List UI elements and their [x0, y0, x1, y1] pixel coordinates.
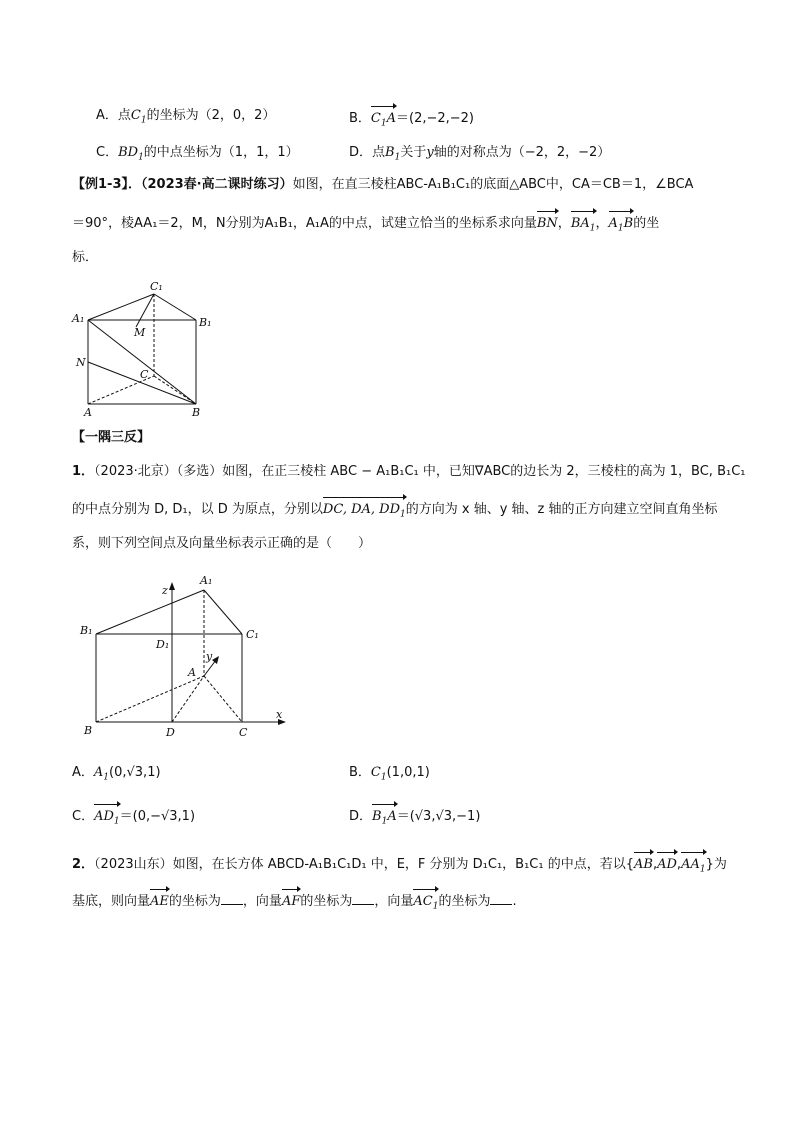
- q1-line-3: 系，则下列空间点及向量坐标表示正确的是（ ）: [72, 536, 372, 551]
- q2-line-1: 2．（2023山东）如图，在长方体 ABCD-A₁B₁C₁D₁ 中，E，F 分别为 D₁C₁，B₁C₁ 的中点，若以$\{AB,AD,AA_1\}$为: [72, 852, 727, 880]
- q2-line-2: 基底，则向量AE的坐标为 ，向量AF的坐标为 ，向量$AC_1$的坐标为 .: [72, 889, 517, 917]
- q1-line-2: 的中点分别为 D, D₁，以 D 为原点，分别以DC, DA, $DD_1$的方向为 x 轴、y 轴、z 轴的正方向建立空间直角坐标: [72, 497, 717, 525]
- label-y: y: [206, 650, 213, 663]
- q1-line-1: 1．（2023·北京）（多选）如图，在正三棱柱 ABC − A₁B₁C₁ 中，已知∇ABC的边长为 2，三棱柱的高为 1，BC, B₁C₁: [72, 464, 746, 479]
- label-a: A: [188, 666, 196, 679]
- label-z: z: [162, 584, 168, 597]
- q1-option-c: C．$AD_1=(0,-√3,1)$: [72, 804, 195, 832]
- q1-option-a: A．$A_1(0,√3,1)$: [72, 765, 161, 783]
- label-b: B: [192, 406, 201, 419]
- answer-blank-2[interactable]: [352, 892, 374, 905]
- label-b1: B₁: [199, 316, 212, 329]
- label-a: A: [84, 406, 92, 419]
- label-a1: A₁: [200, 574, 213, 587]
- section-title: 【一隅三反】: [72, 430, 151, 445]
- example-line-3: 标．: [72, 250, 99, 265]
- q1-option-b: B．$C_1(1,0,1)$: [349, 765, 430, 783]
- label-c: C: [239, 726, 248, 739]
- q1-option-d: D．$B_1A=(√3,√3,-1)$: [349, 804, 480, 832]
- label-d1: D₁: [156, 638, 170, 651]
- label-m: M: [134, 326, 146, 339]
- answer-blank-1[interactable]: [221, 892, 243, 905]
- option-a: A．点$C_1$的坐标为（2，0，2）: [96, 108, 276, 126]
- option-b: B．$C_1A=(2,-2,-2)$: [349, 106, 474, 134]
- prism-figure-2: [76, 568, 290, 740]
- example-line-1: 【例1-3】．（2023春·高二课时练习）如图，在直三棱柱ABC-A₁B₁C₁的底面△ABC中，CA＝CB＝1，∠BCA: [72, 177, 694, 192]
- label-c1: C₁: [246, 628, 259, 641]
- prism-figure-1: [70, 278, 220, 420]
- label-b1: B₁: [80, 624, 93, 637]
- label-a1: A₁: [72, 312, 85, 325]
- label-b: B: [84, 724, 93, 737]
- answer-blank-3[interactable]: [490, 892, 512, 905]
- option-c: C．$BD_1$的中点坐标为（1，1，1）: [96, 145, 299, 163]
- label-n: N: [76, 356, 86, 369]
- label-x: x: [276, 708, 283, 721]
- example-line-2: ＝90°，棱AA₁＝2，M，N分别为A₁B₁，A₁A的中点，试建立恰当的坐标系求向量BN，$BA_1$，$A_1B$的坐: [72, 211, 659, 239]
- label-c1: C₁: [150, 280, 163, 293]
- option-d: D．点$B_1$关于y轴的对称点为（−2，2，−2）: [349, 145, 611, 163]
- label-d: D: [166, 726, 175, 739]
- label-c: C: [140, 368, 149, 381]
